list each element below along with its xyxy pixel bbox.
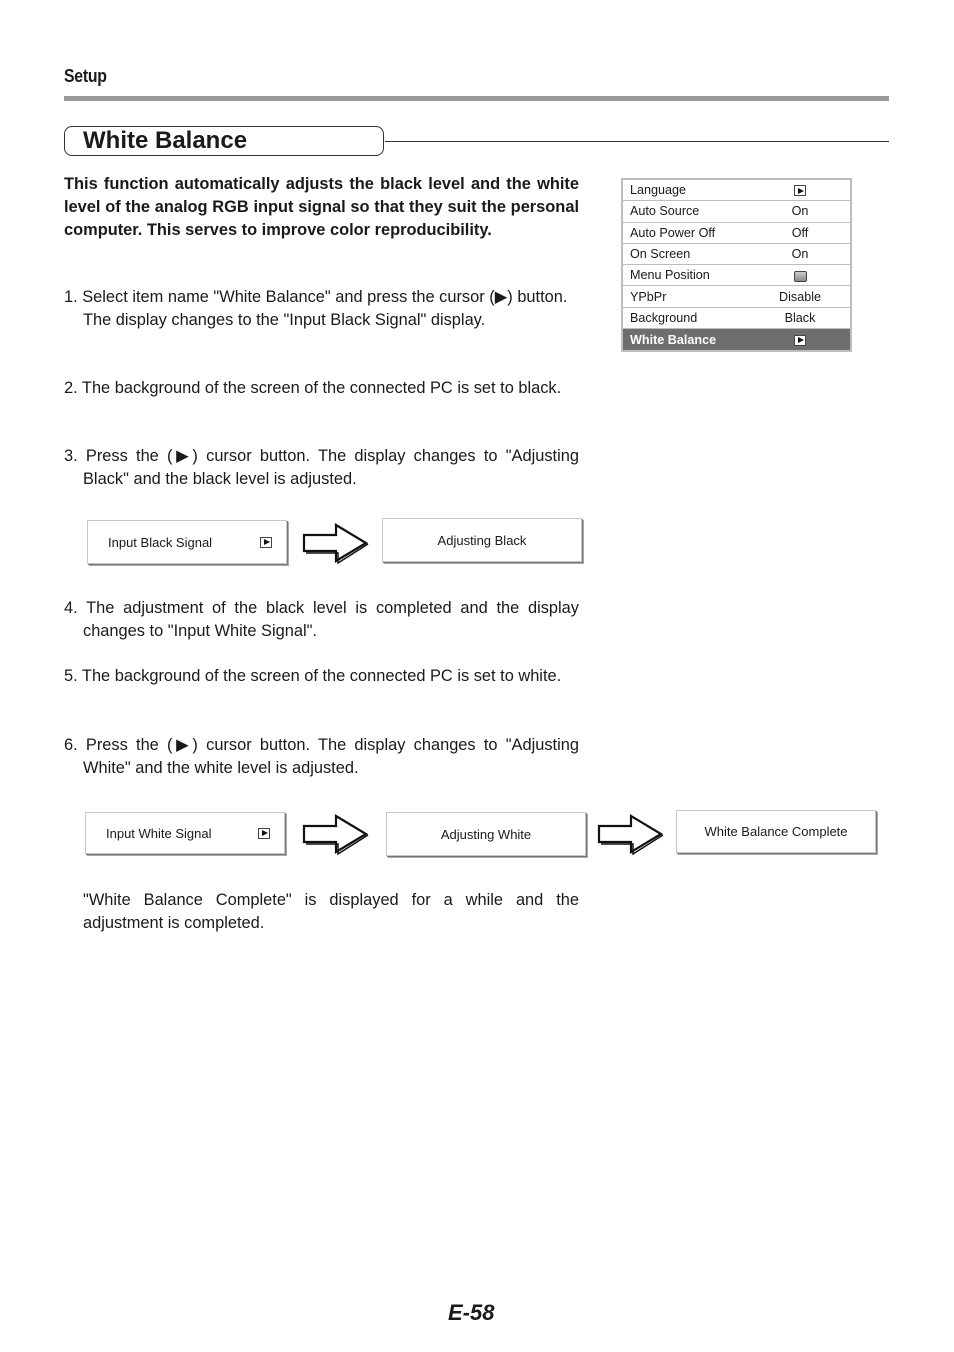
play-icon <box>794 335 806 346</box>
menu-item-menu-position[interactable] <box>623 265 850 286</box>
menu-item-label: White Balance <box>630 332 717 347</box>
setup-menu <box>621 178 852 352</box>
display-label: Input White Signal <box>106 825 212 841</box>
page-number: E-58 <box>448 1300 495 1325</box>
step-2 <box>64 377 579 400</box>
menu-item-label: Auto Power Off <box>630 225 716 240</box>
closing-paragraph: "White Balance Complete" is displayed for a while and the adjustment is completed. <box>83 891 579 932</box>
arrow-right-icon <box>300 813 370 855</box>
step-2-text: 2. The background of the screen of the connected PC is set to black. <box>64 379 562 397</box>
menu-item-white-balance[interactable] <box>623 329 850 350</box>
step-6-text: 6. Press the (▶) cursor button. The display changes to "Adjusting White" and the white level is adjusted. <box>64 736 579 777</box>
adjusting-black-display <box>382 518 582 562</box>
step-4-text: 4. The adjustment of the black level is completed and the display changes to "Input White Signal". <box>64 599 579 640</box>
menu-item-ypbpr[interactable] <box>623 286 850 307</box>
menu-item-label: Menu Position <box>630 268 710 283</box>
white-balance-complete-display <box>676 810 876 853</box>
header-rule <box>64 96 889 101</box>
arrow-right-icon <box>595 813 665 855</box>
menu-item-auto-power-off[interactable] <box>623 223 850 244</box>
display-label: White Balance Complete <box>704 824 848 839</box>
input-black-signal-display <box>87 520 287 564</box>
menu-item-label: Background <box>630 310 698 325</box>
adjusting-white-display <box>386 812 586 856</box>
menu-item-value: Off <box>791 225 809 240</box>
title-rule <box>385 141 889 142</box>
menu-item-value: Black <box>784 310 816 325</box>
menu-item-background[interactable] <box>623 308 850 329</box>
display-label: Adjusting Black <box>437 532 527 548</box>
arrow-right-icon <box>300 522 370 564</box>
menu-item-value: On <box>791 204 809 219</box>
menu-item-label: On Screen <box>630 247 691 262</box>
step-6 <box>64 734 579 780</box>
menu-item-value: Disable <box>779 289 821 304</box>
menu-item-value: On <box>791 247 809 262</box>
step-5 <box>64 665 579 688</box>
play-icon <box>258 828 270 839</box>
step-4 <box>64 597 579 643</box>
step-5-text: 5. The background of the screen of the connected PC is set to white. <box>64 667 562 685</box>
menu-position-icon <box>794 271 807 282</box>
menu-item-on-screen[interactable] <box>623 244 850 265</box>
step-1 <box>64 286 579 332</box>
menu-item-auto-source[interactable] <box>623 201 850 222</box>
step-3 <box>64 445 579 491</box>
page-title: White Balance <box>83 127 248 154</box>
step-1-note: The display changes to the "Input Black Signal" display. <box>83 310 486 329</box>
play-icon <box>260 537 272 548</box>
menu-item-label: YPbPr <box>630 289 667 304</box>
step-3-text: 3. Press the (▶) cursor button. The display changes to "Adjusting Black" and the black level is adjusted. <box>64 447 579 488</box>
intro-paragraph: This function automatically adjusts the black level and the white level of the analog RGB input signal so that they suit the personal computer. This serves to improve color reproducibility. <box>64 175 579 239</box>
section-label: Setup <box>64 66 107 86</box>
display-label: Input Black Signal <box>108 534 213 550</box>
menu-item-label: Language <box>630 183 687 198</box>
play-icon <box>794 185 806 196</box>
display-label: Adjusting White <box>440 826 532 842</box>
menu-item-language[interactable] <box>623 180 850 201</box>
menu-item-label: Auto Source <box>630 204 700 219</box>
input-white-signal-display <box>85 812 285 854</box>
step-1-text: 1. Select item name "White Balance" and press the cursor (▶) button. <box>64 288 568 306</box>
